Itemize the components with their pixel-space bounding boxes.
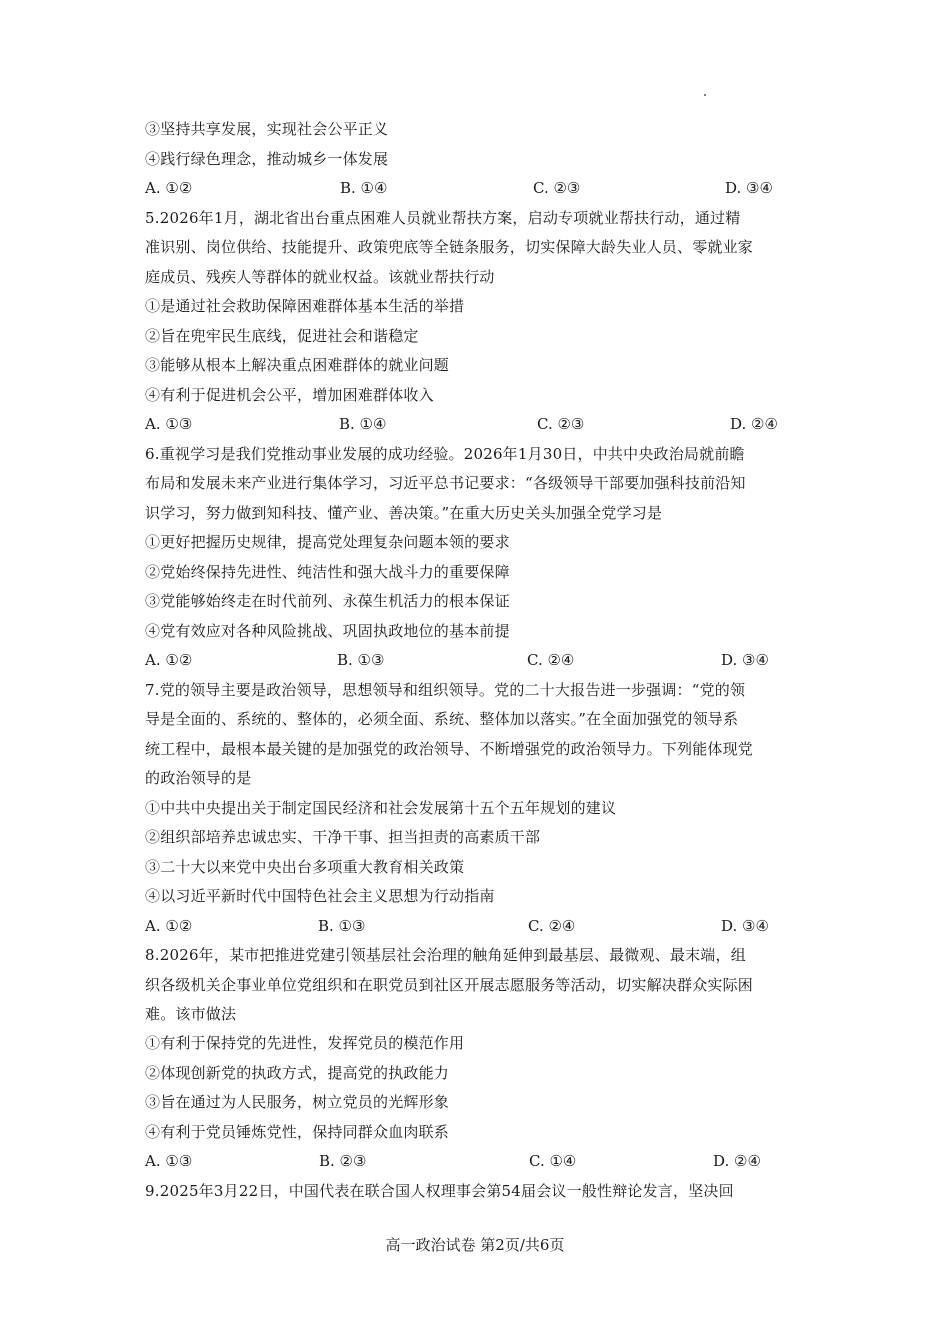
option-d: D. ③④ [721, 917, 769, 935]
question-6-options [145, 650, 825, 670]
question-8-item: ①有利于保持党的先进性，发挥党员的模范作用 [145, 1034, 465, 1052]
question-9-stem: 9.2025年3月22日，中国代表在联合国人权理事会第54届会议一般性辩论发言，坚决回 [145, 1182, 734, 1200]
question-7-stem: 7.党的领导主要是政治领导，思想领导和组织领导。党的二十大报告进一步强调：“党的领 [145, 681, 746, 699]
question-8-stem: 织各级机关企事业单位党组织和在职党员到社区开展志愿服务等活动，切实解决群众实际困 [145, 976, 754, 994]
option-statement: ④践行绿色理念，推动城乡一体发展 [145, 150, 389, 168]
page-footer: 高一政治试卷 第2页/共6页 [385, 1236, 565, 1254]
option-a: A. ①② [145, 651, 193, 669]
question-7-item: ③二十大以来党中央出台多项重大教育相关政策 [145, 858, 465, 876]
option-c: C. ②③ [533, 179, 581, 197]
question-5-item: ④有利于促进机会公平，增加困难群体收入 [145, 386, 434, 404]
option-c: C. ①④ [529, 1152, 577, 1170]
question-7-stem: 的政治领导的是 [145, 769, 252, 787]
question-7-item: ②组织部培养忠诚忠实、干净干事、担当担责的高素质干部 [145, 828, 541, 846]
question-5-stem: 庭成员、残疾人等群体的就业权益。该就业帮扶行动 [145, 268, 495, 286]
option-a: A. ①② [145, 917, 193, 935]
question-6-item: ③党能够始终走在时代前列、永葆生机活力的根本保证 [145, 592, 510, 610]
question-5-item: ②旨在兜牢民生底线，促进社会和谐稳定 [145, 327, 419, 345]
option-a: A. ①③ [145, 415, 193, 433]
option-d: D. ②④ [713, 1152, 761, 1170]
question-8-stem: 8.2026年，某市把推进党建引领基层社会治理的触角延伸到最基层、最微观、最末端，组 [145, 946, 746, 964]
option-statement: ③坚持共享发展，实现社会公平正义 [145, 120, 389, 138]
option-d: D. ②④ [730, 415, 778, 433]
question-5-stem: 准识别、岗位供给、技能提升、政策兜底等全链条服务，切实保障大龄失业人员、零就业家 [145, 238, 754, 256]
question-5-item: ③能够从根本上解决重点困难群体的就业问题 [145, 356, 450, 374]
question-8-item: ②体现创新党的执政方式，提高党的执政能力 [145, 1064, 450, 1082]
question-6-item: ①更好把握历史规律，提高党处理复杂问题本领的要求 [145, 533, 510, 551]
option-d: D. ③④ [721, 651, 769, 669]
option-b: B. ②③ [319, 1152, 367, 1170]
option-a: A. ①③ [145, 1152, 193, 1170]
question-7-item: ④以习近平新时代中国特色社会主义思想为行动指南 [145, 887, 495, 905]
question-7-stem: 统工程中，最根本最关键的是加强党的政治领导、不断增强党的政治领导力。下列能体现党 [145, 740, 754, 758]
option-d: D. ③④ [725, 179, 773, 197]
answer-options [145, 178, 825, 198]
scan-dot [704, 94, 706, 96]
question-6-stem: 6.重视学习是我们党推动事业发展的成功经验。2026年1月30日，中共中央政治局就前瞻 [145, 445, 745, 463]
question-8-options [145, 1151, 825, 1171]
question-6-item: ②党始终保持先进性、纯洁性和强大战斗力的重要保障 [145, 563, 510, 581]
question-7-item: ①中共中央提出关于制定国民经济和社会发展第十五个五年规划的建议 [145, 799, 617, 817]
option-b: B. ①③ [318, 917, 366, 935]
option-c: C. ②③ [537, 415, 585, 433]
option-b: B. ①④ [340, 179, 388, 197]
question-6-stem: 布局和发展未来产业进行集体学习，习近平总书记要求：“各级领导干部要加强科技前沿知 [145, 474, 746, 492]
option-c: C. ②④ [528, 917, 576, 935]
question-5-stem: 5.2026年1月，湖北省出台重点困难人员就业帮扶方案，启动专项就业帮扶行动，通过精 [145, 209, 741, 227]
question-7-stem: 导是全面的、系统的、整体的，必须全面、系统、整体加以落实。”在全面加强党的领导系 [145, 710, 739, 728]
question-6-stem: 识学习，努力做到知科技、懂产业、善决策。”在重大历史关头加强全党学习是 [145, 504, 663, 522]
question-7-options [145, 916, 825, 936]
question-5-item: ①是通过社会救助保障困难群体基本生活的举措 [145, 297, 465, 315]
question-5-options [145, 414, 825, 434]
question-8-item: ③旨在通过为人民服务，树立党员的光辉形象 [145, 1093, 450, 1111]
option-c: C. ②④ [527, 651, 575, 669]
option-b: B. ①④ [339, 415, 387, 433]
question-8-stem: 难。该市做法 [145, 1005, 237, 1023]
option-a: A. ①② [145, 179, 193, 197]
option-b: B. ①③ [337, 651, 385, 669]
question-6-item: ④党有效应对各种风险挑战、巩固执政地位的基本前提 [145, 622, 510, 640]
question-8-item: ④有利于党员锤炼党性，保持同群众血肉联系 [145, 1123, 450, 1141]
